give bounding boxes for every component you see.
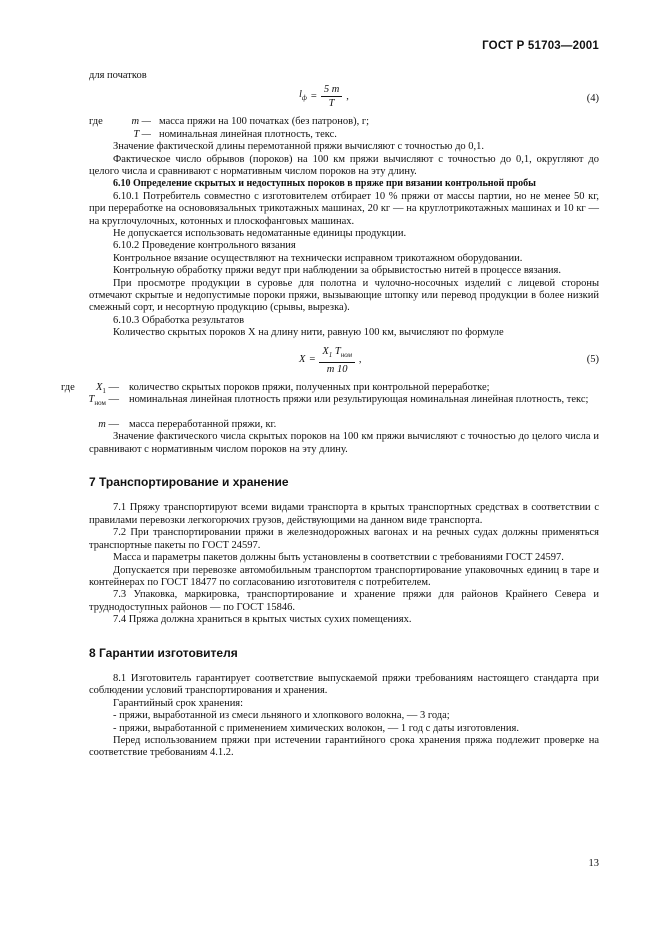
paragraph: - пряжи, выработанной из смеси льняного и хлопкового волокна, — 3 года; [113, 710, 450, 722]
intro-text: для початков [89, 70, 147, 81]
formula-4 [89, 82, 599, 116]
formula-5 [89, 340, 599, 382]
formula-5-comma: , [358, 354, 362, 366]
legend-symbol: T — [133, 128, 151, 140]
legend-row: где m — масса пряжи на 100 початках (без патронов), г; [89, 116, 370, 128]
paragraph: Перед использованием пряжи при истечении гарантийного срока хранения пряжа подлежит проверке на соответствие требованиям 4.1.2. [89, 734, 599, 759]
formula-4-equals: = [310, 90, 317, 102]
paragraph: 7.3 Упаковка, маркировка, транспортирование и хранение пряжи для районов Крайнего Севера и труднодоступных районов — по ГОСТ 15846. [89, 589, 599, 613]
legend-text: номинальная линейная плотность пряжи или результирующая номинальная линейная плотность, текс; [129, 394, 589, 406]
legend-text: количество скрытых пороков пряжи, полученных при контрольной переработке; [129, 381, 490, 393]
legend-row [89, 419, 599, 431]
formula-4-lhs: $l_ф$ [299, 89, 307, 103]
paragraph: 6.10.2 Проведение контрольного вязания [113, 240, 296, 252]
legend-text: масса переработанной пряжи, кг. [129, 418, 277, 430]
formula-4-comma: , [346, 90, 349, 102]
paragraph: 7.1 Пряжу транспортируют всеми видами транспорта в крытых транспортных средствах в соответствии с правилами перевозки легкогорючих грузов, действующими на данном виде транспорта. [89, 502, 599, 526]
legend-text: масса пряжи на 100 початках (без патронов), г; [159, 116, 370, 128]
paragraph: Значение фактического числа скрытых пороков на 100 км пряжи вычисляют с точностью до целого числа и сравнивают с нормативным числом пороков на эту длину. [89, 431, 599, 455]
legend-row [89, 129, 599, 141]
legend-row [89, 394, 599, 419]
paragraph: - пряжи, выработанной с применением химических волокон, — 1 год с даты изготовления. [113, 722, 520, 734]
formula-5-lhs: X [299, 354, 306, 366]
legend-symbol: m — [98, 418, 119, 430]
formula-5-denominator: m 10 [326, 363, 348, 375]
legend-row: где $X_1$ — количество скрытых пороков пряжи, полученных при контрольной переработке; [89, 382, 599, 394]
paragraph: При просмотре продукции в суровье для полотна и чулочно-носочных изделий с лицевой стороны отмечают скрытые и недопустимые пороки пряжи, вызывающие штопку или перевод продукции в более низкий смежный сорт, и несортную продукцию (срывы, вырезка). [89, 277, 599, 314]
formula-4-legend [89, 116, 599, 141]
formula-5-number: (5) [586, 353, 599, 365]
paragraph: 7.2 При транспортировании пряжи в железнодорожных вагонах и на речных судах должны применяться транспортные пакеты по ГОСТ 24597. [89, 527, 599, 551]
paragraph: Контрольное вязание осуществляют на технически исправном трикотажном оборудовании. [113, 252, 523, 264]
page-body [61, 70, 599, 760]
legend-symbol: $T_{ном}$ — [88, 394, 119, 408]
formula-5-legend [61, 381, 599, 432]
paragraph: Контрольную обработку пряжи ведут при наблюдении за обрывистостью нитей в процессе вязания. [113, 265, 561, 277]
formula-5-equals: = [309, 354, 316, 366]
formula-4-numerator: 5 m [321, 84, 342, 97]
paragraph: Не допускается использовать недоматанные единицы продукции. [113, 228, 407, 240]
formula-4-fraction [321, 84, 342, 109]
section-title-7: 7 Транспортирование и хранение [89, 475, 289, 490]
formula-5-fraction [319, 346, 355, 375]
paragraph: Масса и параметры пакетов должны быть установлены в соответствии с требованиями ГОСТ 24597. [113, 552, 564, 564]
subsection-heading-6-10: 6.10 Определение скрытых и недоступных пороков в пряже при вязании контрольной пробы [113, 178, 536, 190]
paragraph: Допускается при перевозке автомобильным транспортом транспортирование упаковочных единиц в таре и контейнерах по ГОСТ 18477 по согласованию изготовителя с потребителем. [89, 564, 599, 588]
page-number: 13 [588, 858, 599, 869]
paragraph: Значение фактической длины перемотанной пряжи вычисляют с точностью до 0,1. [113, 141, 485, 153]
formula-4-number: (4) [586, 93, 599, 105]
paragraph: 6.10.1 Потребитель совместно с изготовителем отбирает 10 % пряжи от массы партии, но не менее 50 кг, при переработке на основовязальных трикотажных машинах, 20 кг — на круглотрикотажных машинах и 10 кг — на круглочулочных, котонных и плоскофанговых машинах. [89, 190, 599, 227]
document-id: ГОСТ Р 51703—2001 [482, 40, 599, 52]
paragraph: 6.10.3 Обработка результатов [113, 314, 245, 326]
paragraph: 7.4 Пряжа должна храниться в крытых чистых сухих помещениях. [113, 614, 412, 626]
formula-4-denominator: T [328, 98, 335, 110]
paragraph: 8.1 Изготовитель гарантирует соответствие выпускаемой пряжи требованиям настоящего стандарта при соблюдении условий транспортирования и хранения. [89, 672, 599, 697]
section-title-8: 8 Гарантии изготовителя [89, 645, 238, 660]
legend-text: номинальная линейная плотность, текс. [159, 128, 337, 140]
paragraph: Количество скрытых пороков X на длину нити, равную 100 км, вычисляют по формуле [113, 327, 504, 339]
formula-5-numerator: $X_1$ $T_{ном}$ [319, 346, 355, 363]
legend-symbol: $X_1$ — [95, 381, 119, 395]
paragraph: Гарантийный срок хранения: [113, 697, 244, 709]
legend-symbol: m — [131, 116, 151, 128]
paragraph: Фактическое число обрывов (пороков) на 100 км пряжи вычисляют с точностью до 0,1, округляют до целого числа и сравнивают с нормативным числом пороков на эту длину. [89, 153, 599, 177]
